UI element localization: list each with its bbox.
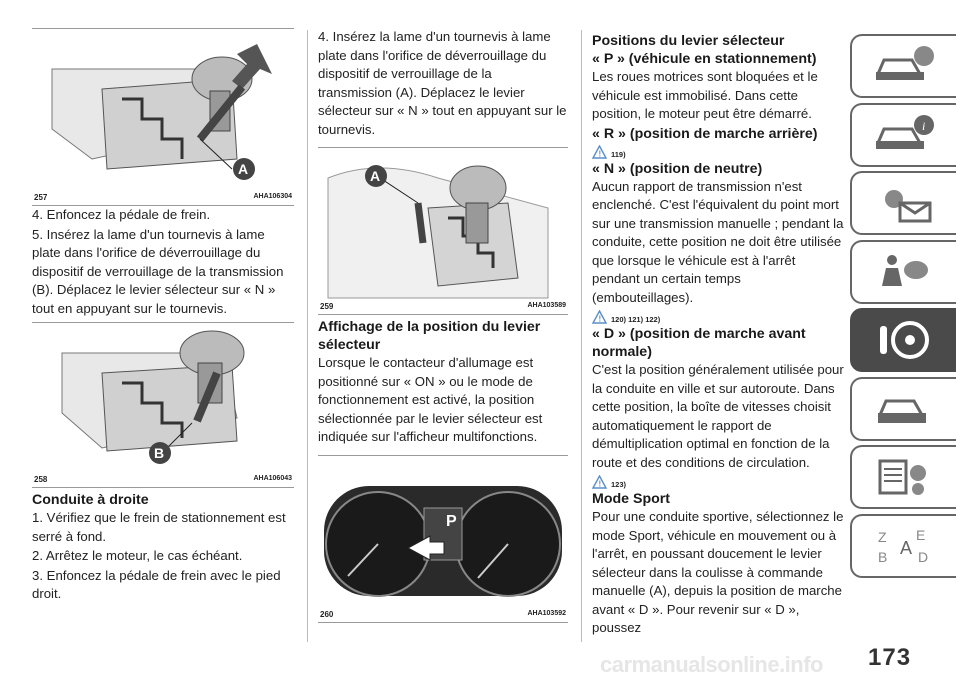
figure-number: 258 (34, 475, 48, 484)
gear-indicator: P (446, 512, 457, 530)
svg-text:E: E (916, 526, 926, 543)
column-separator (581, 30, 582, 642)
settings-list-icon (872, 455, 936, 499)
warning-triangle-icon (592, 310, 607, 324)
subsection-heading: Mode Sport (592, 491, 671, 507)
paragraph: Lorsque le contacteur d'allumage est positionné sur « ON » ou le mode de fonctionnement est activé, la position sélectionnée par le levier sélecteur est indiquée sur l'afficheur multifonctions. (318, 355, 543, 444)
paragraph: Pour une conduite sportive, sélectionnez le mode Sport, véhicule en mouvement ou à l'arrêt, en poussant doucement le levier sélecteur dans la coulisse à commande manuelle (A), depuis la position de marche avant « D ». Pour revenir sur « D », poussez (592, 509, 844, 635)
figure-label: A (238, 161, 249, 177)
figure-label: A (370, 168, 381, 184)
car-info-icon (872, 113, 936, 157)
step-4: 4. Insérez la lame d'un tournevis à lame plate dans l'orifice de déverrouillage du dispositif de verrouillage de la transmission (A). Déplacez le levier sélecteur sur « N » tout en appuyant sur le tournevis. (318, 29, 567, 137)
tab-airbag[interactable] (850, 240, 956, 304)
steering-key-icon (872, 318, 936, 362)
svg-text:A: A (900, 537, 913, 558)
subsection-heading: « R » (position de marche arrière) (592, 125, 818, 142)
step-2: 2. Arrêtez le moteur, le cas échéant. (32, 548, 243, 563)
car-service-icon (872, 387, 936, 431)
figure-260 (318, 455, 568, 623)
step-3: 3. Enfoncez la pédale de frein avec le pied droit. (32, 567, 281, 601)
warning-references (592, 308, 844, 324)
warning-references (592, 473, 844, 489)
svg-text:!: ! (598, 479, 602, 489)
paragraph: Aucun rapport de transmission n'est enclenché. C'est l'équivalent du point mort sur une transmission manuelle ; pendant la conduite, cette position ne doit être utilisée que lorsque le véhicule est à l'arrêt pendant un certain temps (embouteillages). (592, 178, 844, 305)
section-heading: Affichage de la position du levier sélecteur (318, 319, 541, 353)
figure-259 (318, 147, 568, 315)
figure-reference: AHA106043 (253, 475, 292, 482)
car-info-icon (872, 44, 936, 88)
step-4: 4. Enfoncez la pédale de frein. (32, 207, 211, 222)
warning-triangle-icon (592, 145, 607, 159)
figure-reference: AHA106304 (253, 193, 292, 200)
figure-number: 260 (320, 609, 334, 619)
figure-number: 259 (320, 302, 334, 311)
subsection-heading: « P » (véhicule en stationnement) (592, 51, 817, 67)
reference-number: 123) (611, 480, 627, 489)
warning-references (592, 143, 844, 159)
gear-lever-illustration (32, 323, 294, 487)
tab-car-info-2[interactable] (850, 103, 956, 167)
figure-258 (32, 322, 294, 488)
warning-triangle-icon (592, 475, 607, 489)
gear-lever-illustration (32, 29, 294, 205)
tab-settings-list[interactable] (850, 445, 956, 509)
figure-reference: AHA103589 (527, 302, 566, 309)
step-5: 5. Insérez la lame d'un tournevis à lame plate dans l'orifice de déverrouillage du dispositif de verrouillage de la transmission (B). Déplacez le levier sélecteur sur « N » tout en appuyant sur le tournevis. (32, 226, 284, 316)
column-2 (318, 28, 568, 623)
section-heading: Positions du levier sélecteur (592, 33, 785, 49)
svg-text:!: ! (598, 314, 602, 324)
figure-caption (318, 610, 568, 619)
chapter-tabs (850, 34, 960, 582)
section-heading: Conduite à droite (32, 492, 149, 508)
tab-steering-key[interactable] (850, 308, 956, 372)
tab-car-service[interactable] (850, 377, 956, 441)
watermark: carmanualsonline.info (600, 652, 823, 677)
svg-text:i: i (922, 118, 926, 133)
paragraph: C'est la position généralement utilisée pour la conduite en ville et sur autoroute. Dans cette position, la boîte de vitesses choisit automatiquement le rapport de démultiplication optimal en fonction de la route et des conditions de circulation. (592, 362, 844, 470)
column-1 (32, 28, 294, 605)
reference-number: 119) (611, 149, 626, 159)
figure-caption (32, 193, 294, 202)
figure-caption (318, 302, 568, 311)
figure-reference: AHA103592 (527, 609, 566, 617)
warning-lights-icon (872, 181, 936, 225)
tab-alphabetical-index[interactable] (850, 514, 956, 578)
svg-text:!: ! (598, 149, 602, 158)
figure-number: 257 (34, 193, 48, 202)
instrument-cluster-illustration (318, 456, 568, 622)
reference-number: 120) 121) 122) (611, 315, 661, 324)
step-1: 1. Vérifiez que le frein de stationnement est serré à fond. (32, 510, 286, 544)
svg-text:B: B (878, 548, 888, 565)
gear-lever-illustration (318, 148, 568, 314)
tab-car-info[interactable] (850, 34, 956, 98)
alphabetical-index-icon (872, 524, 936, 568)
paragraph: Les roues motrices sont bloquées et le véhicule est immobilisé. Dans cette position, le moteur peut être démarré. (592, 69, 818, 121)
column-separator (307, 30, 308, 642)
subsection-heading: « N » (position de neutre) (592, 160, 763, 177)
figure-caption (32, 475, 294, 484)
tab-warning-lights[interactable] (850, 171, 956, 235)
page-number: 173 (868, 644, 912, 671)
column-3 (592, 32, 844, 639)
figure-label: B (154, 445, 165, 461)
figure-257 (32, 28, 294, 206)
airbag-icon (872, 250, 936, 294)
subsection-heading: « D » (position de marche avant normale) (592, 326, 806, 360)
svg-text:Z: Z (878, 528, 887, 545)
svg-text:D: D (918, 548, 929, 565)
